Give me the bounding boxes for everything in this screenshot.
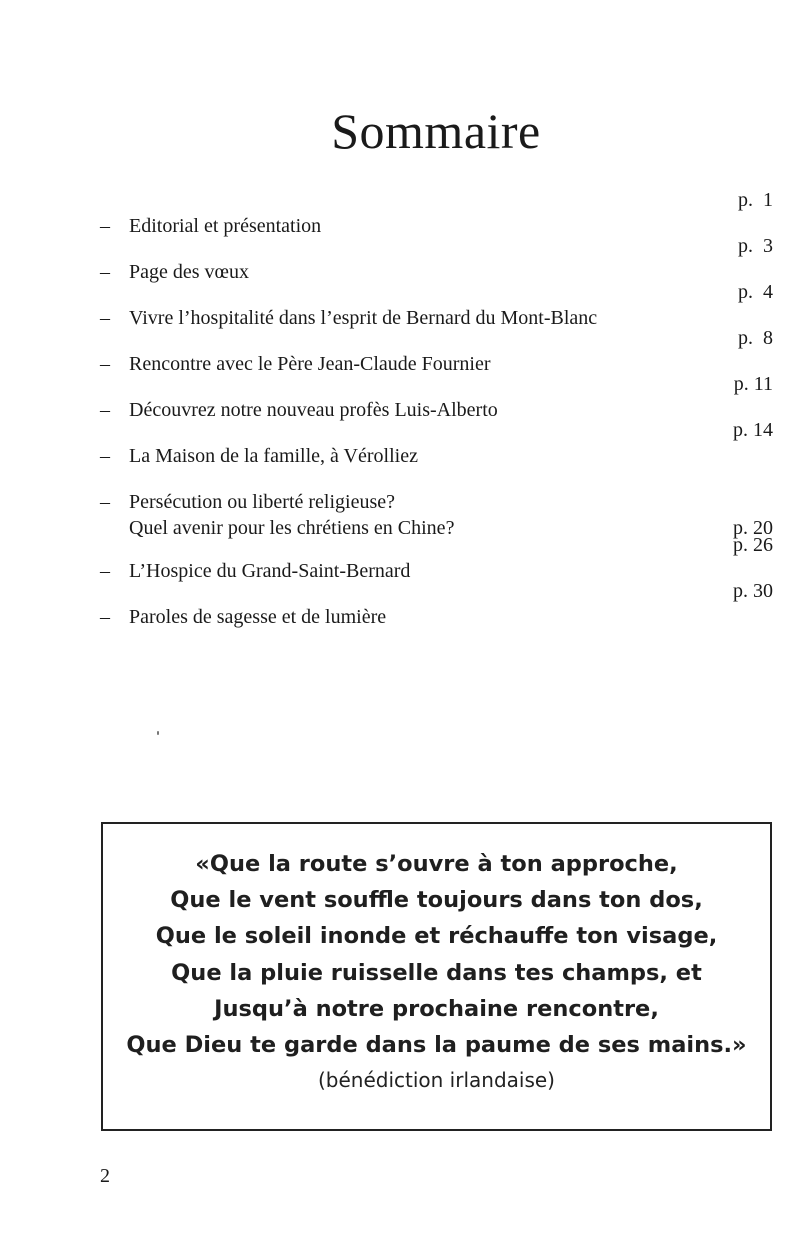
- toc-dash: –: [100, 491, 110, 513]
- toc-page-number: p. 11: [733, 373, 773, 395]
- toc-page-number: p. 20: [733, 517, 773, 539]
- toc-page-number: p. 1: [738, 189, 773, 211]
- print-speck: [157, 731, 159, 735]
- toc-dash: –: [100, 445, 110, 467]
- toc-entry-title: Découvrez notre nouveau profès Luis-Alberto: [129, 399, 498, 421]
- quote-line: Jusqu’à notre prochaine rencontre,: [214, 995, 659, 1022]
- toc-dash: –: [100, 215, 110, 237]
- toc-dash: –: [100, 307, 110, 329]
- toc-dash: –: [100, 399, 110, 421]
- toc-entry: [100, 489, 775, 541]
- toc-entry-title: L’Hospice du Grand-Saint-Bernard: [129, 560, 411, 582]
- quote-line: Que le vent souffle toujours dans ton dos,: [170, 887, 703, 914]
- quote-line: Que la pluie ruisselle dans tes champs, et: [171, 959, 702, 986]
- toc-page-number: p. 8: [738, 327, 773, 349]
- page-number: 2: [100, 1165, 110, 1187]
- toc-page-number: p. 4: [738, 281, 773, 303]
- toc-entry-title: Persécution ou liberté religieuse? Quel avenir pour les chrétiens en Chine?: [129, 491, 455, 539]
- toc-entry-title: La Maison de la famille, à Vérolliez: [129, 445, 418, 467]
- toc-page-number: p. 30: [733, 580, 773, 602]
- toc-entry-title: Paroles de sagesse et de lumière: [129, 606, 387, 628]
- toc-entry-title: Rencontre avec le Père Jean-Claude Fournier: [129, 353, 491, 375]
- toc-page-number: p. 3: [738, 235, 773, 257]
- toc-entry-title: Vivre l’hospitalité dans l’esprit de Bernard du Mont-Blanc: [129, 307, 598, 329]
- quote-line: Que le soleil inonde et réchauffe ton visage,: [155, 923, 718, 950]
- toc-dash: –: [100, 606, 110, 628]
- blessing-quote: [103, 846, 770, 1063]
- quote-line: Que Dieu te garde dans la paume de ses mains.»: [126, 1032, 747, 1059]
- page-title: Sommaire: [331, 103, 541, 159]
- quote-line: «Que la route s’ouvre à ton approche,: [195, 851, 678, 877]
- quote-attribution: (bénédiction irlandaise): [317, 1068, 555, 1092]
- blessing-quote-box: [101, 822, 772, 1131]
- toc-entry-title: Page des vœux: [129, 261, 249, 283]
- toc-dash: –: [100, 261, 110, 283]
- toc-dash: –: [100, 353, 110, 375]
- toc-page-number: p. 26: [733, 534, 773, 556]
- toc-page-number: p. 14: [733, 419, 773, 441]
- toc-entry-title: Editorial et présentation: [129, 215, 322, 237]
- toc-dash: –: [100, 560, 110, 582]
